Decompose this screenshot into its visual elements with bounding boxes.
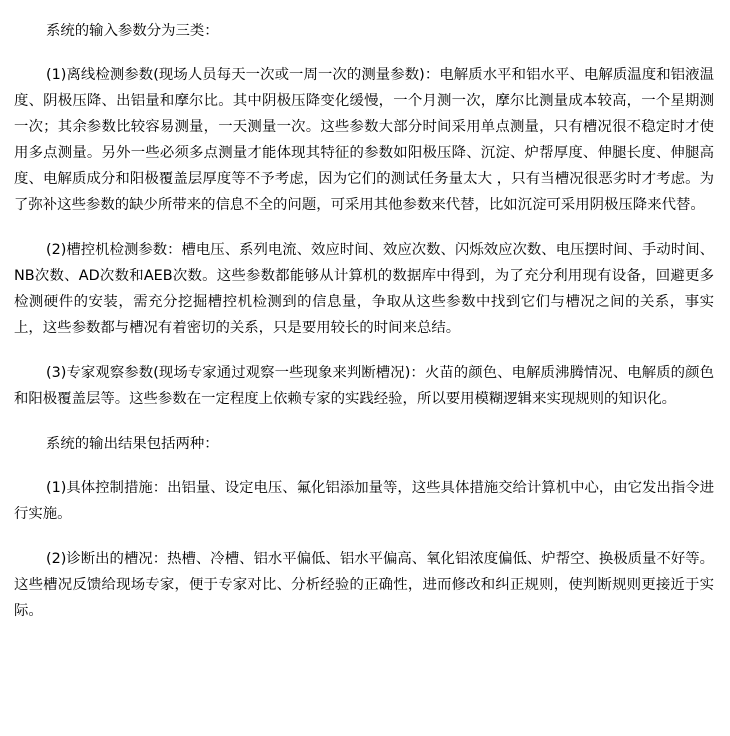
output-item-diagnosis: (2)诊断出的槽况：热槽、冷槽、铝水平偏低、铝水平偏高、氧化铝浓度偏低、炉帮空、换极质量不好等。这些槽况反馈给现场专家，便于专家对比、分析经验的正确性，进而修改和纠正规则，使判断规则更接近于实际。 <box>14 551 714 619</box>
document-body <box>14 18 714 643</box>
output-item-control: (1)具体控制措施：出铝量、设定电压、氟化铝添加量等，这些具体措施交给计算机中心，由它发出指令进行实施。 <box>14 480 714 522</box>
input-item-offline: (1)离线检测参数(现场人员每天一次或一周一次的测量参数)：电解质水平和铝水平、电解质温度和铝液温度、阴极压降、出铝量和摩尔比。其中阴极压降变化缓慢，一个月测一次，摩尔比测量成本较高，一个星期测一次；其余参数比较容易测量，一天测量一次。这些参数大部分时间采用单点测量，只有槽况很不稳定时才使用多点测量。另外一些必须多点测量才能体现其特征的参数如阳极压降、沉淀、炉帮厚度、伸腿长度、伸腿高度、电解质成分和阳极覆盖层厚度等不予考虑，因为它们的测试任务量太大 ，只有当槽况很恶劣时才考虑。为了弥补这些参数的缺少所带来的信息不全的问题，可采用其他参数来代替，比如沉淀可采用阴极压降来代替。 <box>14 67 714 213</box>
input-item-expert: (3)专家观察参数(现场专家通过观察一些现象来判断槽况)：火苗的颜色、电解质沸腾情况、电解质的颜色和阳极覆盖层等。这些参数在一定程度上依赖专家的实践经验，所以要用模糊逻辑来实现规则的知识化。 <box>14 365 714 407</box>
input-intro-heading: 系统的输入参数分为三类： <box>46 23 219 39</box>
output-intro-heading: 系统的输出结果包括两种： <box>46 436 219 452</box>
input-item-controller: (2)槽控机检测参数：槽电压、系列电流、效应时间、效应次数、闪烁效应次数、电压摆时间、手动时间、NB次数、AD次数和AEB次数。这些参数都能够从计算机的数据库中得到，为了充分利用现有设备，回避更多检测硬件的安装，需充分挖掘槽控机检测到的信息量，争取从这些参数中找到它们与槽况之间的关系，事实上，这些参数都与槽况有着密切的关系，只是要用较长的时间来总结。 <box>14 242 714 336</box>
